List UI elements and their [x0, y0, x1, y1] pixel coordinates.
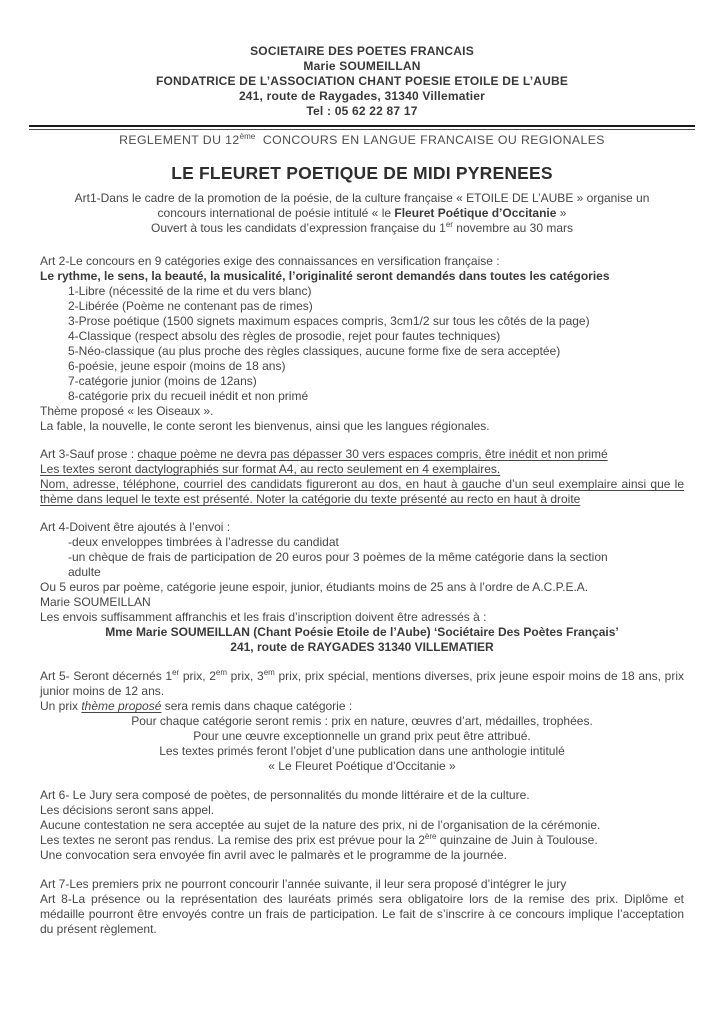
text-segment: Art 3-Sauf prose : — [40, 447, 138, 461]
art6-contestation — [40, 818, 684, 833]
art1-line1 — [40, 191, 684, 206]
text-segment: Un prix — [40, 699, 82, 713]
text-segment: adulte — [68, 565, 101, 579]
text-segment: Les décisions seront sans appel. — [40, 803, 215, 817]
text-segment: 4-Classique (respect absolu des règles de prosodie, rejet pour fautes techniques) — [68, 329, 501, 343]
text-segment: prix, prix spécial, mentions diverses, prix jeune espoir moins de 18 ans, prix junior moins de 12 ans. — [40, 669, 685, 698]
art4-payee — [40, 595, 684, 610]
art3-line1 — [40, 447, 684, 462]
category-6 — [40, 359, 684, 374]
spacer — [40, 774, 684, 788]
letterhead-line: Tel : 05 62 22 87 17 — [306, 104, 418, 118]
text-segment: Le rythme, le sens, la beauté, la musicalité, l’originalité seront demandés dans toutes les catégories — [40, 269, 610, 283]
spacer — [40, 507, 684, 520]
text-segment: -un chèque de frais de participation de 20 euros pour 3 poèmes de la même catégorie dans la section — [68, 550, 608, 564]
text-segment: Les envois suffisamment affranchis et les frais d’inscription doivent être adressés à : — [40, 610, 487, 624]
superscript: ère — [424, 832, 437, 841]
art5-theme-prize — [40, 699, 684, 714]
text-segment: Art 7-Les premiers prix ne pourront concourir l’année suivante, il leur sera proposé d’intégrer le jury — [40, 877, 567, 891]
letterhead — [40, 44, 684, 119]
text-segment: prix, 3 — [227, 669, 264, 683]
text-segment: Thème proposé « les Oiseaux ». — [40, 404, 214, 418]
text-segment: thème proposé — [81, 699, 162, 713]
text-segment: 6-poésie, jeune espoir (moins de 18 ans) — [68, 359, 286, 373]
letterhead-line: FONDATRICE DE L’ASSOCIATION CHANT POESIE ETOILE DE L’AUBE — [155, 74, 569, 88]
text-segment: Pour chaque catégorie seront remis : prix en nature, œuvres d’art, médailles, trophées. — [131, 714, 593, 728]
art8 — [40, 892, 684, 937]
art6-jury — [40, 788, 684, 803]
text-segment: concours international de poésie intitulé « le — [157, 206, 395, 220]
text-segment: 5-Néo-classique (au plus proche des règles classiques, aucune forme fixe de sera acceptée) — [68, 344, 561, 358]
text-segment: 241, route de RAYGADES 31340 VILLEMATIER — [230, 640, 494, 654]
text-segment: Art 5- Seront décernés 1 — [40, 669, 173, 683]
text-segment: prix, 2 — [179, 669, 216, 683]
spacer — [40, 655, 684, 669]
art6-decisions — [40, 803, 684, 818]
text-segment: Aucune contestation ne sera acceptée au sujet de la nature des prix, ni de l’organisation de la cérémonie. — [40, 818, 601, 832]
art5-center2 — [40, 729, 684, 744]
text-segment: Art 8-La présence ou la représentation des lauréats primés sera obligatoire lors de la remise des prix. Diplôme et médaille pourront être envoyés contre un frais de participation. Le fait de s’inscrire à ce concours implique l’acceptation du présent règlement. — [40, 892, 684, 936]
text-segment: 2-Libérée (Poème ne contenant pas de rimes) — [68, 299, 313, 313]
spacer — [40, 863, 684, 877]
text-segment: 1-Libre (nécessité de la rime et du vers blanc) — [68, 284, 312, 298]
text-segment: Une convocation sera envoyée fin avril avec le palmarès et le programme de la journée. — [40, 848, 507, 862]
text-segment: Pour une œuvre exceptionnelle un grand prix peut être attribué. — [193, 729, 531, 743]
letterhead-line: SOCIETAIRE DES POETES FRANCAIS — [250, 44, 474, 58]
text-segment: Art 2-Le concours en 9 catégories exige des connaissances en versification française : — [40, 254, 500, 268]
text-segment: Les textes seront dactylographiés sur format A4, au recto seulement en 4 exemplaires. — [40, 462, 501, 476]
art4-item2-cont — [40, 565, 684, 580]
art3-line2 — [40, 462, 684, 477]
art2-intro — [40, 254, 684, 269]
art4-send — [40, 610, 684, 625]
letterhead-line: 241, route de Raygades, 31340 Villematier — [238, 89, 486, 103]
art6-remise — [40, 833, 684, 848]
text-segment: Les textes ne seront pas rendus. La remise des prix est prévue pour la 2 — [40, 833, 425, 847]
regulation-banner — [40, 133, 684, 148]
document-body — [40, 191, 684, 937]
category-8 — [40, 389, 684, 404]
superscript: er — [172, 668, 180, 677]
text-segment: Art1-Dans le cadre de la promotion de la poésie, de la culture française « ETOILE DE L’AUBE » organise un — [74, 191, 650, 205]
art5-center3 — [40, 744, 684, 759]
divider-thick-line — [29, 125, 695, 127]
category-1 — [40, 284, 684, 299]
category-7 — [40, 374, 684, 389]
spacer — [40, 434, 684, 447]
text-segment: Marie SOUMEILLAN — [40, 595, 151, 609]
text-segment: Les textes primés feront l’objet d’une publication dans une anthologie intitulé — [159, 744, 565, 758]
text-segment: 3-Prose poétique (1500 signets maximum espaces compris, 3cm1/2 sur tous les côtés de la page) — [68, 314, 590, 328]
text-segment: La fable, la nouvelle, le conte seront les bienvenus, ainsi que les langues régionales. — [40, 419, 490, 433]
category-2 — [40, 299, 684, 314]
text-segment: Fleuret Poétique d’Occitanie — [394, 206, 557, 220]
art4-intro — [40, 520, 684, 535]
text-segment: CONCOURS EN LANGUE FRANCAISE OU REGIONALES — [255, 133, 605, 147]
text-segment: Nom, adresse, téléphone, courriel des candidats figureront au dos, en haut à gauche d’un seul exemplaire ainsi que le thème dans lequel le texte est présenté. Noter la catégorie du texte présenté au recto en haut à droite — [40, 477, 684, 506]
art4-item2 — [40, 550, 684, 565]
text-segment: 7-catégorie junior (moins de 12ans) — [68, 374, 257, 388]
art1-line2 — [40, 206, 684, 221]
text-segment: chaque poème ne devra pas dépasser 30 vers espaces compris, être inédit et non primé — [137, 447, 608, 461]
letterhead-line: Marie SOUMEILLAN — [303, 59, 421, 73]
document-title: LE FLEURET POETIQUE DE MIDI PYRENEES — [171, 163, 553, 183]
art4-item1 — [40, 535, 684, 550]
text-segment: Ouvert à tous les candidats d’expression française du 1 — [150, 221, 446, 235]
text-segment: Art 4-Doivent être ajoutés à l’envoi : — [40, 520, 231, 534]
art7 — [40, 877, 684, 892]
superscript: er — [445, 220, 453, 229]
divider-thin-line — [29, 129, 695, 130]
text-segment: 8-catégorie prix du recueil inédit et non primé — [68, 389, 309, 403]
text-segment: quinzaine de Juin à Toulouse. — [436, 833, 598, 847]
category-5 — [40, 344, 684, 359]
address-line2 — [40, 640, 684, 655]
art4-fees — [40, 580, 684, 595]
text-segment: sera remis dans chaque catégorie : — [161, 699, 353, 713]
text-segment: Art 6- Le Jury sera composé de poètes, de personnalités du monde littéraire et de la culture. — [40, 788, 530, 802]
art6-convocation — [40, 848, 684, 863]
text-segment: -deux enveloppes timbrées à l’adresse du candidat — [68, 535, 339, 549]
art5-prizes — [40, 669, 684, 699]
art5-center4 — [40, 759, 684, 774]
text-segment: Mme Marie SOUMEILLAN (Chant Poésie Etoile de l’Aube) ‘Sociétaire Des Poètes Français’ — [105, 625, 619, 639]
theme-line — [40, 404, 684, 419]
text-segment: « Le Fleuret Poétique d’Occitanie » — [268, 759, 456, 773]
text-segment: novembre au 30 mars — [452, 221, 574, 235]
address-line1 — [40, 625, 684, 640]
art1-line3 — [40, 221, 684, 236]
superscript: em — [215, 668, 228, 677]
category-3 — [40, 314, 684, 329]
art2-requirements — [40, 269, 684, 284]
text-segment: » — [556, 206, 567, 220]
art3-para — [40, 477, 684, 507]
spacer — [40, 236, 684, 254]
art5-center1 — [40, 714, 684, 729]
genres-line — [40, 419, 684, 434]
superscript: ème — [239, 131, 256, 141]
category-4 — [40, 329, 684, 344]
text-segment: REGLEMENT DU 12 — [119, 133, 240, 147]
text-segment: Ou 5 euros par poème, catégorie jeune espoir, junior, étudiants moins de 25 ans à l’ordre de A.C.P.E.A. — [40, 580, 589, 594]
superscript: em — [263, 668, 275, 677]
